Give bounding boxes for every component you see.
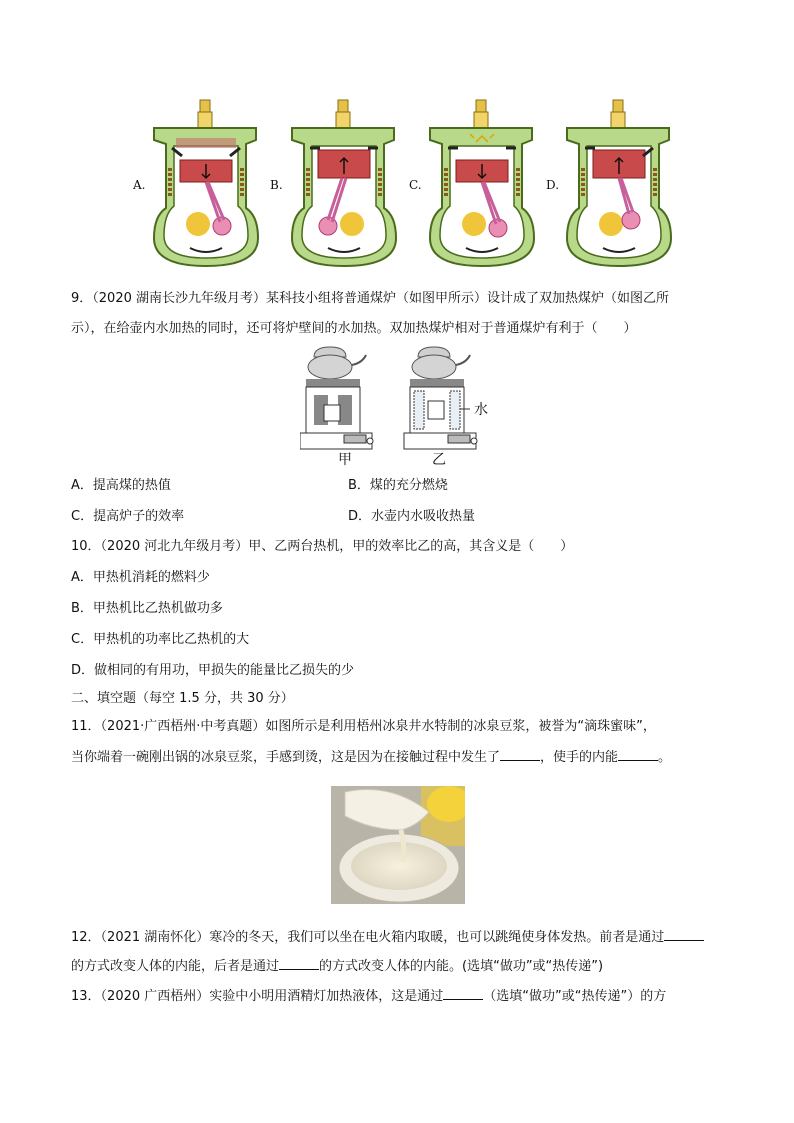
stove-yi [404, 347, 477, 449]
q12-stem-line1 [71, 928, 704, 947]
q12-text-a: 的方式改变人体的内能，后者是通过 [71, 959, 280, 974]
q9-stove-figure [300, 345, 490, 465]
q12-answer-blank-2[interactable] [279, 957, 319, 970]
q10-option-a: A．甲热机消耗的燃料少 [71, 570, 210, 585]
engine-option-b-label: B. [270, 178, 283, 192]
q13-text-a: 13．（2020 广西梧州）实验中小明用酒精灯加热液体，这是通过 [71, 989, 444, 1004]
q13-stem-line1 [71, 987, 666, 1006]
q11-answer-blank-1[interactable] [500, 748, 540, 761]
q11-text-b: ，使手的内能 [540, 750, 619, 765]
q10-option-b: B．甲热机比乙热机做功多 [71, 601, 223, 616]
section-title-fill-blank: 二、填空题（每空 1.5 分，共 30 分） [71, 691, 294, 706]
engine-diagram-a [150, 98, 262, 270]
engine-diagram-b [288, 98, 400, 270]
engine-option-c-label: C. [409, 178, 422, 192]
q9-option-d: D．水壶内水吸收热量 [348, 509, 476, 524]
q11-stem-line1: 11．（2021·广西梧州·中考真题）如图所示是利用梧州冰泉井水特制的冰泉豆浆，被誉为“滴珠蜜味”， [71, 719, 656, 734]
q11-text-a: 当你端着一碗刚出锅的冰泉豆浆，手感到烫，这是因为在接触过程中发生了 [71, 750, 501, 765]
engine-option-a-label: A. [133, 178, 146, 192]
q12-text-line1: 12．（2021 湖南怀化）寒冷的冬天，我们可以坐在电火箱内取暖，也可以跳绳使身体发热。前者是通过 [71, 930, 665, 945]
q10-option-c: C．甲热机的功率比乙热机的大 [71, 632, 250, 647]
q11-soymilk-photo [331, 786, 465, 904]
q9-stem-line2: 示），在给壶内水加热的同时，还可将炉壁间的水加热。双加热煤炉相对于普通煤炉有利于（ ） [71, 321, 637, 336]
q9-water-label: 水 [474, 402, 488, 418]
q10-stem: 10．（2020 河北九年级月考）甲、乙两台热机，甲的效率比乙的高，其含义是（ ） [71, 539, 574, 554]
q10-option-d: D．做相同的有用功，甲损失的能量比乙损失的少 [71, 663, 355, 678]
q9-stem-line1: 9．（2020 湖南长沙九年级月考）某科技小组将普通煤炉（如图甲所示）设计成了双加热煤炉（如图乙所 [71, 291, 669, 306]
engine-diagram-d [563, 98, 675, 270]
q9-yi-label: 乙 [432, 452, 446, 468]
q12-text-b: 的方式改变人体的内能。(选填“做功”或“热传递”) [319, 959, 604, 974]
q11-answer-blank-2[interactable] [618, 748, 658, 761]
q12-answer-blank-1[interactable] [664, 928, 704, 941]
q9-option-a: A．提高煤的热值 [71, 478, 171, 493]
q11-text-c: 。 [658, 750, 672, 765]
q9-option-c: C．提高炉子的效率 [71, 509, 185, 524]
q11-stem-line2 [71, 748, 671, 767]
engine-option-d-label: D. [546, 178, 560, 192]
q12-stem-line2 [71, 957, 603, 976]
stove-jia [300, 347, 373, 449]
q9-option-b: B．煤的充分燃烧 [348, 478, 448, 493]
q13-text-b: （选填“做功”或“热传递”）的方 [483, 989, 667, 1004]
engine-diagram-c [426, 98, 538, 270]
q9-jia-label: 甲 [338, 452, 352, 468]
q13-answer-blank-1[interactable] [443, 987, 483, 1000]
